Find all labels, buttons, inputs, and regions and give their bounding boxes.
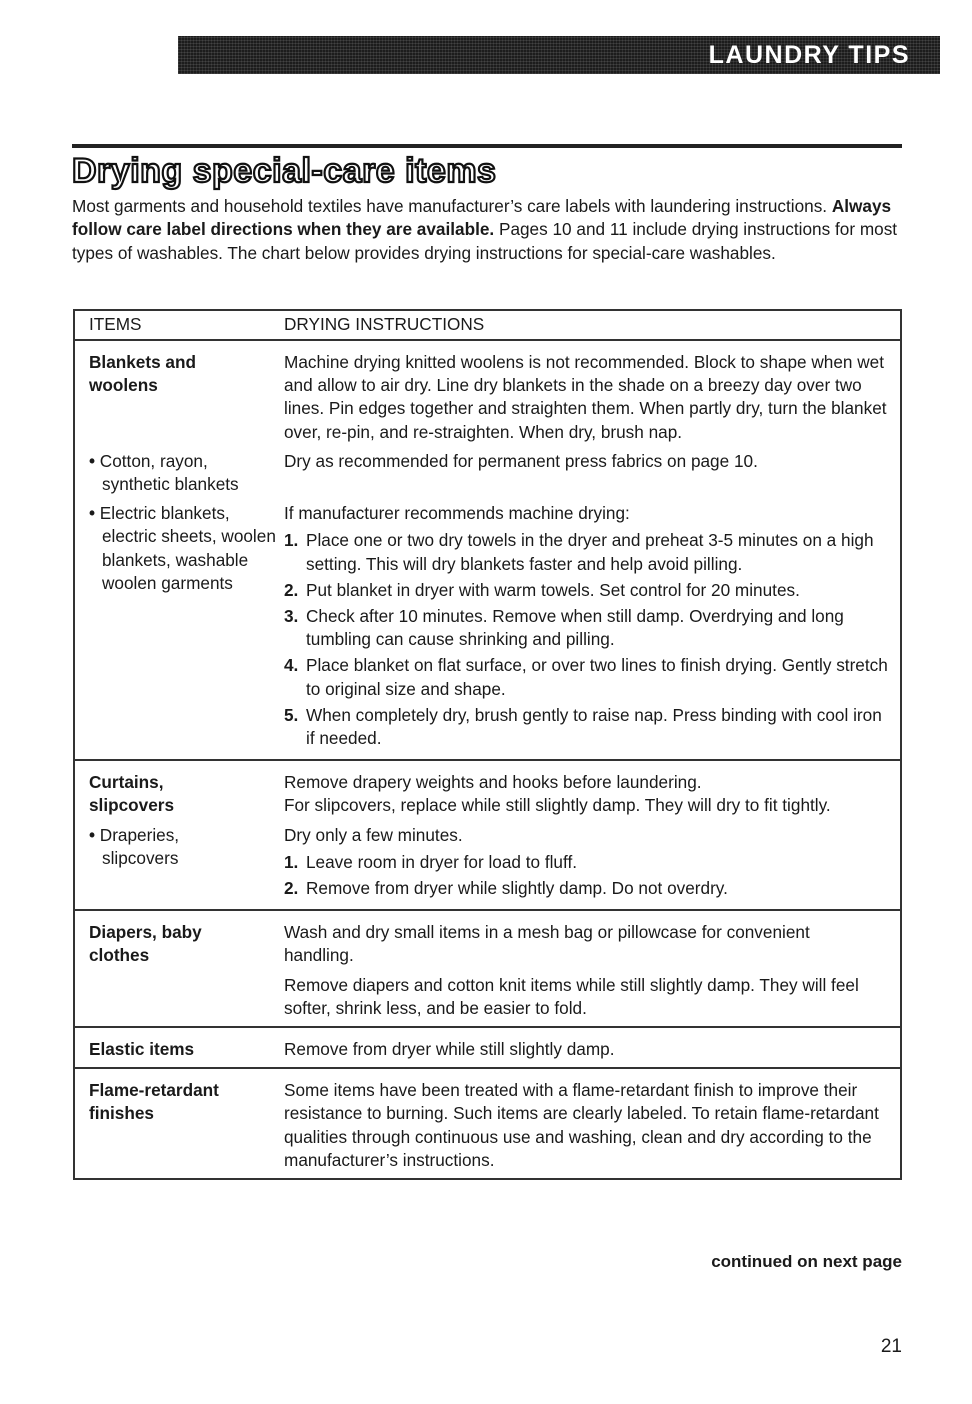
- page-title: Drying special-care items: [72, 152, 497, 190]
- table-row: [74, 1068, 901, 1179]
- curtains-instructions-2: For slipcovers, replace while still slightly damp. They will dry to fit tightly.: [284, 795, 831, 816]
- step-number: 2.: [284, 878, 299, 899]
- step-number: 1.: [284, 530, 299, 551]
- diapers-instructions-1: Wash and dry small items in a mesh bag or pillowcase for convenient handling.: [284, 922, 810, 966]
- page-number: 21: [880, 1336, 902, 1357]
- intro-text-2: Pages 10 and 11 include drying instructions for most types of washables. The chart below provides drying instructions for special-care washables.: [72, 219, 898, 263]
- step-text: Remove from dryer while slightly damp. Do not overdry.: [306, 878, 728, 899]
- step-text: Check after 10 minutes. Remove when still damp. Overdrying and long tumbling can cause shrinking and pilling.: [306, 606, 844, 650]
- step-text: Leave room in dryer for load to fluff.: [306, 851, 578, 872]
- list-item: [284, 654, 892, 700]
- electric-blankets-steps: [284, 529, 892, 750]
- step-text: Place one or two dry towels in the dryer and preheat 3-5 minutes on a high setting. This will dry blankets faster and help avoid pilling.: [306, 530, 874, 574]
- section-header-bar: [178, 36, 940, 74]
- continued-note: continued on next page: [711, 1252, 902, 1271]
- table-row: [74, 910, 901, 1027]
- sub-item-electric-blankets: [89, 502, 277, 595]
- step-number: 5.: [284, 704, 299, 725]
- electric-blankets-intro: If manufacturer recommends machine drying:: [284, 503, 630, 524]
- step-text: Put blanket in dryer with warm towels. Set control for 20 minutes.: [306, 579, 800, 600]
- category-blankets: Blankets and woolens: [89, 352, 196, 396]
- list-item: [284, 877, 892, 900]
- cotton-blankets-instructions: Dry as recommended for permanent press fabrics on page 10.: [284, 450, 758, 471]
- flame-retardant-instructions: Some items have been treated with a flame-retardant finish to improve their resistance to burning. Such items are clearly labeled. To retain flame-retardant qualities through continuous use and washing, clean and dry according to the manufacturer’s instructions.: [284, 1080, 879, 1170]
- table-row: [74, 760, 901, 817]
- category-diapers: Diapers, baby clothes: [89, 922, 202, 966]
- table-row: [74, 496, 901, 760]
- section-header-label: LAUNDRY TIPS: [708, 41, 910, 69]
- intro-paragraph: [72, 195, 902, 265]
- list-item: [284, 579, 892, 602]
- table-row: [74, 340, 901, 444]
- list-item: [284, 851, 892, 874]
- category-flame-retardant: Flame-retardant finishes: [89, 1080, 219, 1124]
- sub-item-label: Cotton, rayon, synthetic blankets: [99, 450, 239, 495]
- list-item: [284, 605, 892, 651]
- step-number: 3.: [284, 606, 299, 627]
- step-number: 2.: [284, 579, 299, 600]
- bullet-icon: •: [89, 503, 100, 524]
- category-elastic: Elastic items: [89, 1039, 195, 1060]
- step-number: 4.: [284, 655, 299, 676]
- table-row: [74, 1027, 901, 1068]
- table-row: [74, 818, 901, 911]
- items-column-header: ITEMS: [74, 310, 284, 340]
- step-number: 1.: [284, 851, 299, 872]
- drying-instructions-table: [73, 309, 902, 1180]
- title-rule: [72, 144, 902, 148]
- sub-item-cotton-blankets: [89, 450, 277, 496]
- step-text: Place blanket on flat surface, or over two lines to finish drying. Gently stretch to original size and shape.: [306, 655, 888, 699]
- intro-bold-text: Always follow care label directions when they are available.: [72, 196, 892, 240]
- list-item: [284, 529, 892, 575]
- bullet-icon: •: [89, 450, 100, 471]
- draperies-intro: Dry only a few minutes.: [284, 824, 463, 845]
- table-header-row: [74, 310, 901, 340]
- table-row: [74, 444, 901, 496]
- elastic-instructions: Remove from dryer while still slightly damp.: [284, 1039, 615, 1060]
- curtains-instructions-1: Remove drapery weights and hooks before laundering.: [284, 772, 702, 793]
- instructions-column-header: DRYING INSTRUCTIONS: [284, 310, 901, 340]
- step-text: When completely dry, brush gently to raise nap. Press binding with cool iron if needed.: [306, 704, 882, 749]
- sub-item-label: Draperies, slipcovers: [99, 824, 180, 868]
- category-curtains: Curtains, slipcovers: [89, 772, 175, 816]
- bullet-icon: •: [89, 824, 100, 845]
- intro-text-1: Most garments and household textiles have manufacturer’s care labels with laundering instructions.: [72, 196, 832, 216]
- sub-item-label: Electric blankets, electric sheets, woolen blankets, washable woolen garments: [99, 503, 276, 593]
- list-item: [284, 704, 892, 750]
- blankets-instructions: Machine drying knitted woolens is not recommended. Block to shape when wet and allow to air dry. Line dry blankets in the shade on a breezy day over two lines. Pin edges together and straighten them. When partly dry, turn the blanket over, re-pin, and re-straighten. When dry, brush nap.: [284, 352, 887, 442]
- diapers-instructions-2: Remove diapers and cotton knit items while still slightly damp. They will feel softer, shrink less, and be easier to fold.: [284, 974, 859, 1018]
- sub-item-draperies: [89, 824, 222, 870]
- draperies-steps: [284, 851, 892, 900]
